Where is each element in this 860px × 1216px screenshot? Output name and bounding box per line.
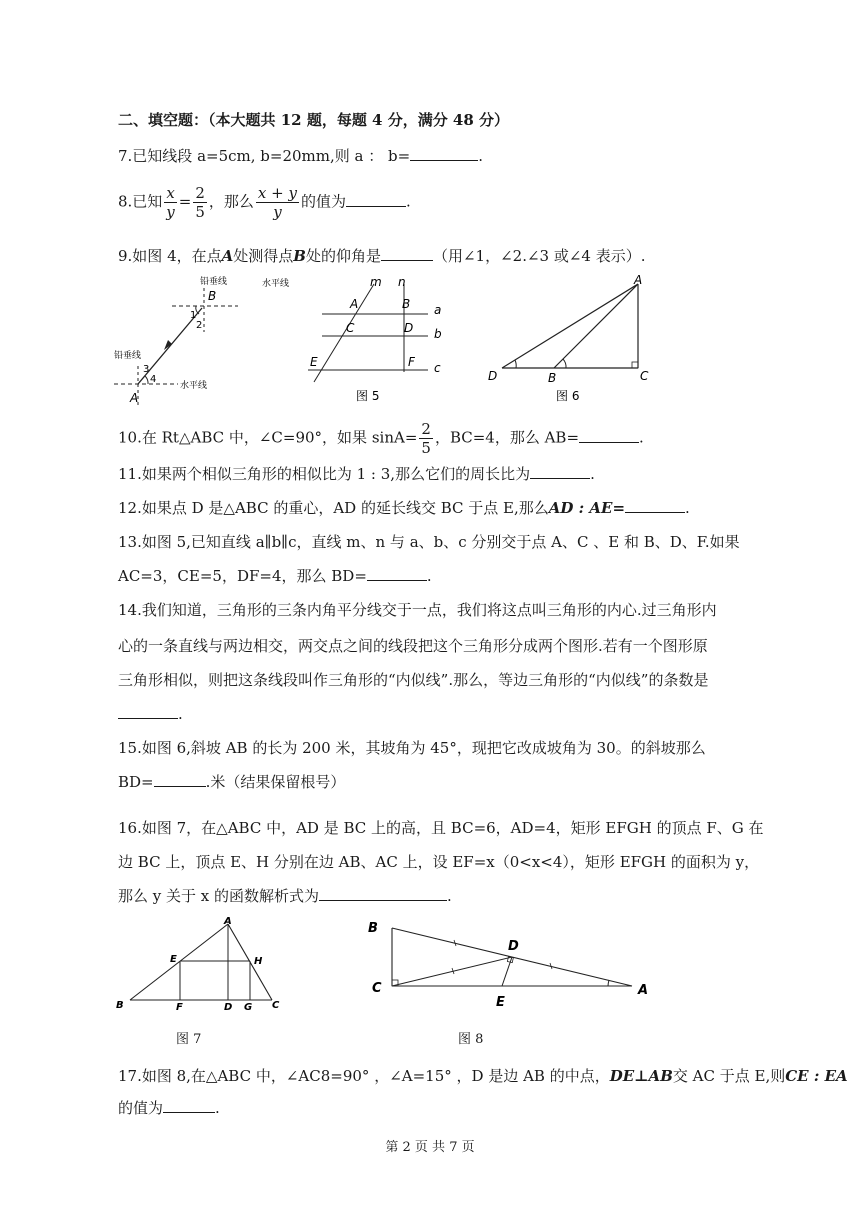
question-17-line2: [118, 1098, 220, 1118]
fig8-label-d: D: [508, 939, 519, 954]
fig4-label-3: 3: [143, 364, 150, 375]
q16-line3-text: 那么 y 关于 x 的函数解析式为: [118, 887, 320, 905]
fig5-label-line-b: b: [434, 327, 442, 341]
fraction-2-over-5: [193, 184, 207, 221]
fig8-caption: 图 8: [458, 1032, 484, 1047]
q8-suffix: 的值为: [300, 192, 346, 211]
figure-7: [112, 914, 292, 1014]
question-14-line2: 心的一条直线与两边相交，两交点之间的线段把这个三角形分成两个图形.若有一个图形原: [118, 637, 708, 655]
fig5-label-n: n: [398, 275, 406, 289]
fig4-label-a: A: [130, 391, 139, 405]
q9-suffix: （用∠1，∠2.∠3 或∠4 表示）.: [432, 247, 646, 265]
fig7-label-b: B: [116, 1000, 124, 1011]
q9-point-b: B: [293, 247, 306, 265]
q11-text: 11.如果两个相似三角形的相似比为 1 : 3,那么它们的周长比为: [118, 465, 531, 483]
fig5-label-d-point: D: [404, 321, 414, 335]
q12-text: 12.如果点 D 是△ABC 的重心，AD 的延长线交 BC 于点 E,那么: [118, 499, 549, 517]
fig4-label-plumb-top: 铅垂线: [200, 277, 228, 287]
q8-mid: ，那么: [208, 192, 254, 211]
frac-den: 5: [195, 203, 205, 221]
question-14-line1: 14.我们知道，三角形的三条内角平分线交于一点，我们将这点叫三角形的内心.过三角形内: [118, 601, 717, 619]
answer-blank-q8: [346, 192, 406, 207]
fig7-label-e: E: [170, 954, 177, 965]
fig4-label-horizontal: 水平线: [180, 381, 208, 391]
fig5-label-line-c: c: [434, 361, 441, 375]
fig6-label-d: D: [488, 369, 498, 383]
fig7-caption: 图 7: [176, 1032, 202, 1047]
question-7: [118, 146, 483, 166]
question-13-line1: 13.如图 5,已知直线 a∥b∥c，直线 m、n 与 a、b、c 分别交于点 A、C 、E 和 B、D、F.如果: [118, 533, 740, 551]
fig5-caption: 图 5: [356, 389, 380, 403]
question-14-line4: [118, 704, 183, 724]
question-16-line3: [118, 886, 452, 906]
frac-den: 5: [421, 439, 431, 457]
question-11: [118, 464, 595, 484]
question-13-line2: [118, 566, 432, 586]
answer-blank-q14: [118, 704, 178, 719]
q10-prefix: 10.在 Rt△ABC 中，∠C=90°，如果 sinA=: [118, 428, 418, 447]
question-15-line1: 15.如图 6,斜坡 AB 的长为 200 米，其坡角为 45°，现把它改成坡角为 30。的斜坡那么: [118, 739, 706, 757]
fig6-label-b: B: [548, 371, 557, 385]
fig4-label-1: 1: [190, 310, 197, 321]
answer-blank-q16: [319, 886, 447, 901]
fig5-label-a-point: A: [350, 297, 359, 311]
answer-blank-q11: [530, 464, 590, 479]
answer-blank-q7: [410, 146, 478, 161]
fig5-label-c-point: C: [346, 321, 355, 335]
frac-num: 2: [195, 184, 205, 202]
fig4-label-2: 2: [196, 320, 203, 331]
q17-ratio: CE : EA: [785, 1067, 848, 1085]
fig4-label-b: B: [208, 289, 217, 303]
q7-end: .: [478, 147, 483, 165]
section-header: 二、填空题：（本大题共 12 题，每题 4 分，满分 48 分）: [118, 111, 510, 129]
fraction-2-over-5: [419, 420, 433, 457]
frac-den: y: [273, 203, 282, 221]
fig5-label-line-a: a: [434, 303, 442, 317]
fig4-label-plumb-bottom: 铅垂线: [114, 351, 142, 361]
question-8: [118, 184, 411, 221]
answer-blank-q10: [579, 428, 639, 443]
q9-mid1: 处测得点: [233, 247, 294, 265]
answer-blank-q13: [367, 566, 427, 581]
figure-8: [362, 914, 662, 1014]
figure-6: [482, 272, 664, 408]
question-12: [118, 498, 690, 518]
q9-prefix: 9.如图 4，在点: [118, 247, 222, 265]
fig5-label-e-point: E: [310, 355, 318, 369]
q9-point-a: A: [221, 247, 234, 265]
q17-perp: DE⊥AB: [609, 1067, 673, 1085]
q9-mid2: 处的仰角是: [305, 247, 381, 265]
fig8-label-b: B: [368, 921, 378, 936]
q17-mid: 交 AC 于点 E,则: [672, 1067, 786, 1085]
frac-den: y: [166, 203, 175, 221]
q16-end: .: [447, 887, 452, 905]
fig7-label-h: H: [254, 956, 263, 967]
q14-end: .: [178, 705, 183, 723]
fig4-label-4: 4: [150, 374, 157, 385]
q17-line2-text: 的值为: [118, 1099, 164, 1117]
q17-line1-text: 17.如图 8,在△ABC 中，∠AC8=90° ，∠A=15° ，D 是边 AB 的中点，: [118, 1067, 610, 1085]
fraction-x-over-y: [164, 184, 176, 221]
question-16-line1: 16.如图 7，在△ABC 中，AD 是 BC 上的高，且 BC=6，AD=4，矩形 EFGH 的顶点 F、G 在: [118, 819, 764, 837]
fig6-label-a: A: [634, 273, 643, 287]
q12-end: .: [685, 499, 690, 517]
q13-line2-text: AC=3，CE=5，DF=4，那么 BD=: [118, 567, 367, 585]
frac-num: 2: [421, 420, 431, 438]
q8-prefix: 8.已知: [118, 192, 163, 211]
question-10: [118, 420, 644, 457]
q8-end: .: [405, 192, 411, 211]
answer-blank-q12: [625, 498, 685, 513]
fig5-label-horizontal: 水平线: [262, 279, 290, 289]
fig6-label-c: C: [640, 369, 649, 383]
question-17-line1: [118, 1066, 848, 1086]
q15-line2-end: .米（结果保留根号）: [205, 773, 346, 791]
q7-text: 7.已知线段 a=5cm, b=20mm,则 a ： b=: [118, 147, 411, 165]
question-14-line3: 三角形相似，则把这条线段叫作三角形的“内似线”.那么，等边三角形的“内似线”的条数是: [118, 671, 709, 689]
answer-blank-q17: [163, 1098, 215, 1113]
fig7-label-d: D: [224, 1002, 233, 1013]
frac-num: x: [166, 184, 175, 202]
q13-end: .: [426, 567, 432, 585]
q10-end: .: [639, 428, 644, 447]
answer-blank-q9: [381, 246, 433, 261]
fig7-label-a: A: [224, 916, 232, 927]
q11-end: .: [590, 465, 595, 483]
fig7-label-c: C: [272, 1000, 280, 1011]
figure-4: [110, 270, 250, 410]
figure-5: [258, 272, 458, 408]
answer-blank-q15: [154, 772, 206, 787]
fig6-caption: 图 6: [556, 389, 580, 403]
page-footer: 第 2 页 共 7 页: [385, 1140, 475, 1155]
q15-line2-start: BD=: [118, 773, 154, 791]
question-9: [118, 246, 646, 266]
q10-suffix: ，BC=4，那么 AB=: [434, 428, 580, 447]
fig8-label-c: C: [372, 981, 382, 996]
fig8-label-a: A: [638, 983, 649, 998]
fig7-label-g: G: [244, 1002, 253, 1013]
q17-end: .: [215, 1099, 220, 1117]
fig5-label-f-point: F: [408, 355, 415, 369]
q12-ratio: AD : AE=: [548, 499, 626, 517]
fraction-xy-over-y: [256, 184, 299, 221]
frac-num: x + y: [257, 184, 297, 202]
question-15-line2: [118, 772, 345, 792]
fig5-label-m: m: [370, 275, 382, 289]
fig8-label-e: E: [496, 995, 505, 1010]
question-16-line2: 边 BC 上，顶点 E、H 分别在边 AB、AC 上，设 EF=x（0<x<4），矩形 EFGH 的面积为 y，: [118, 853, 760, 871]
fig7-label-f: F: [176, 1002, 183, 1013]
fig5-label-b-point: B: [402, 297, 411, 311]
q8-eq: =: [178, 192, 192, 211]
